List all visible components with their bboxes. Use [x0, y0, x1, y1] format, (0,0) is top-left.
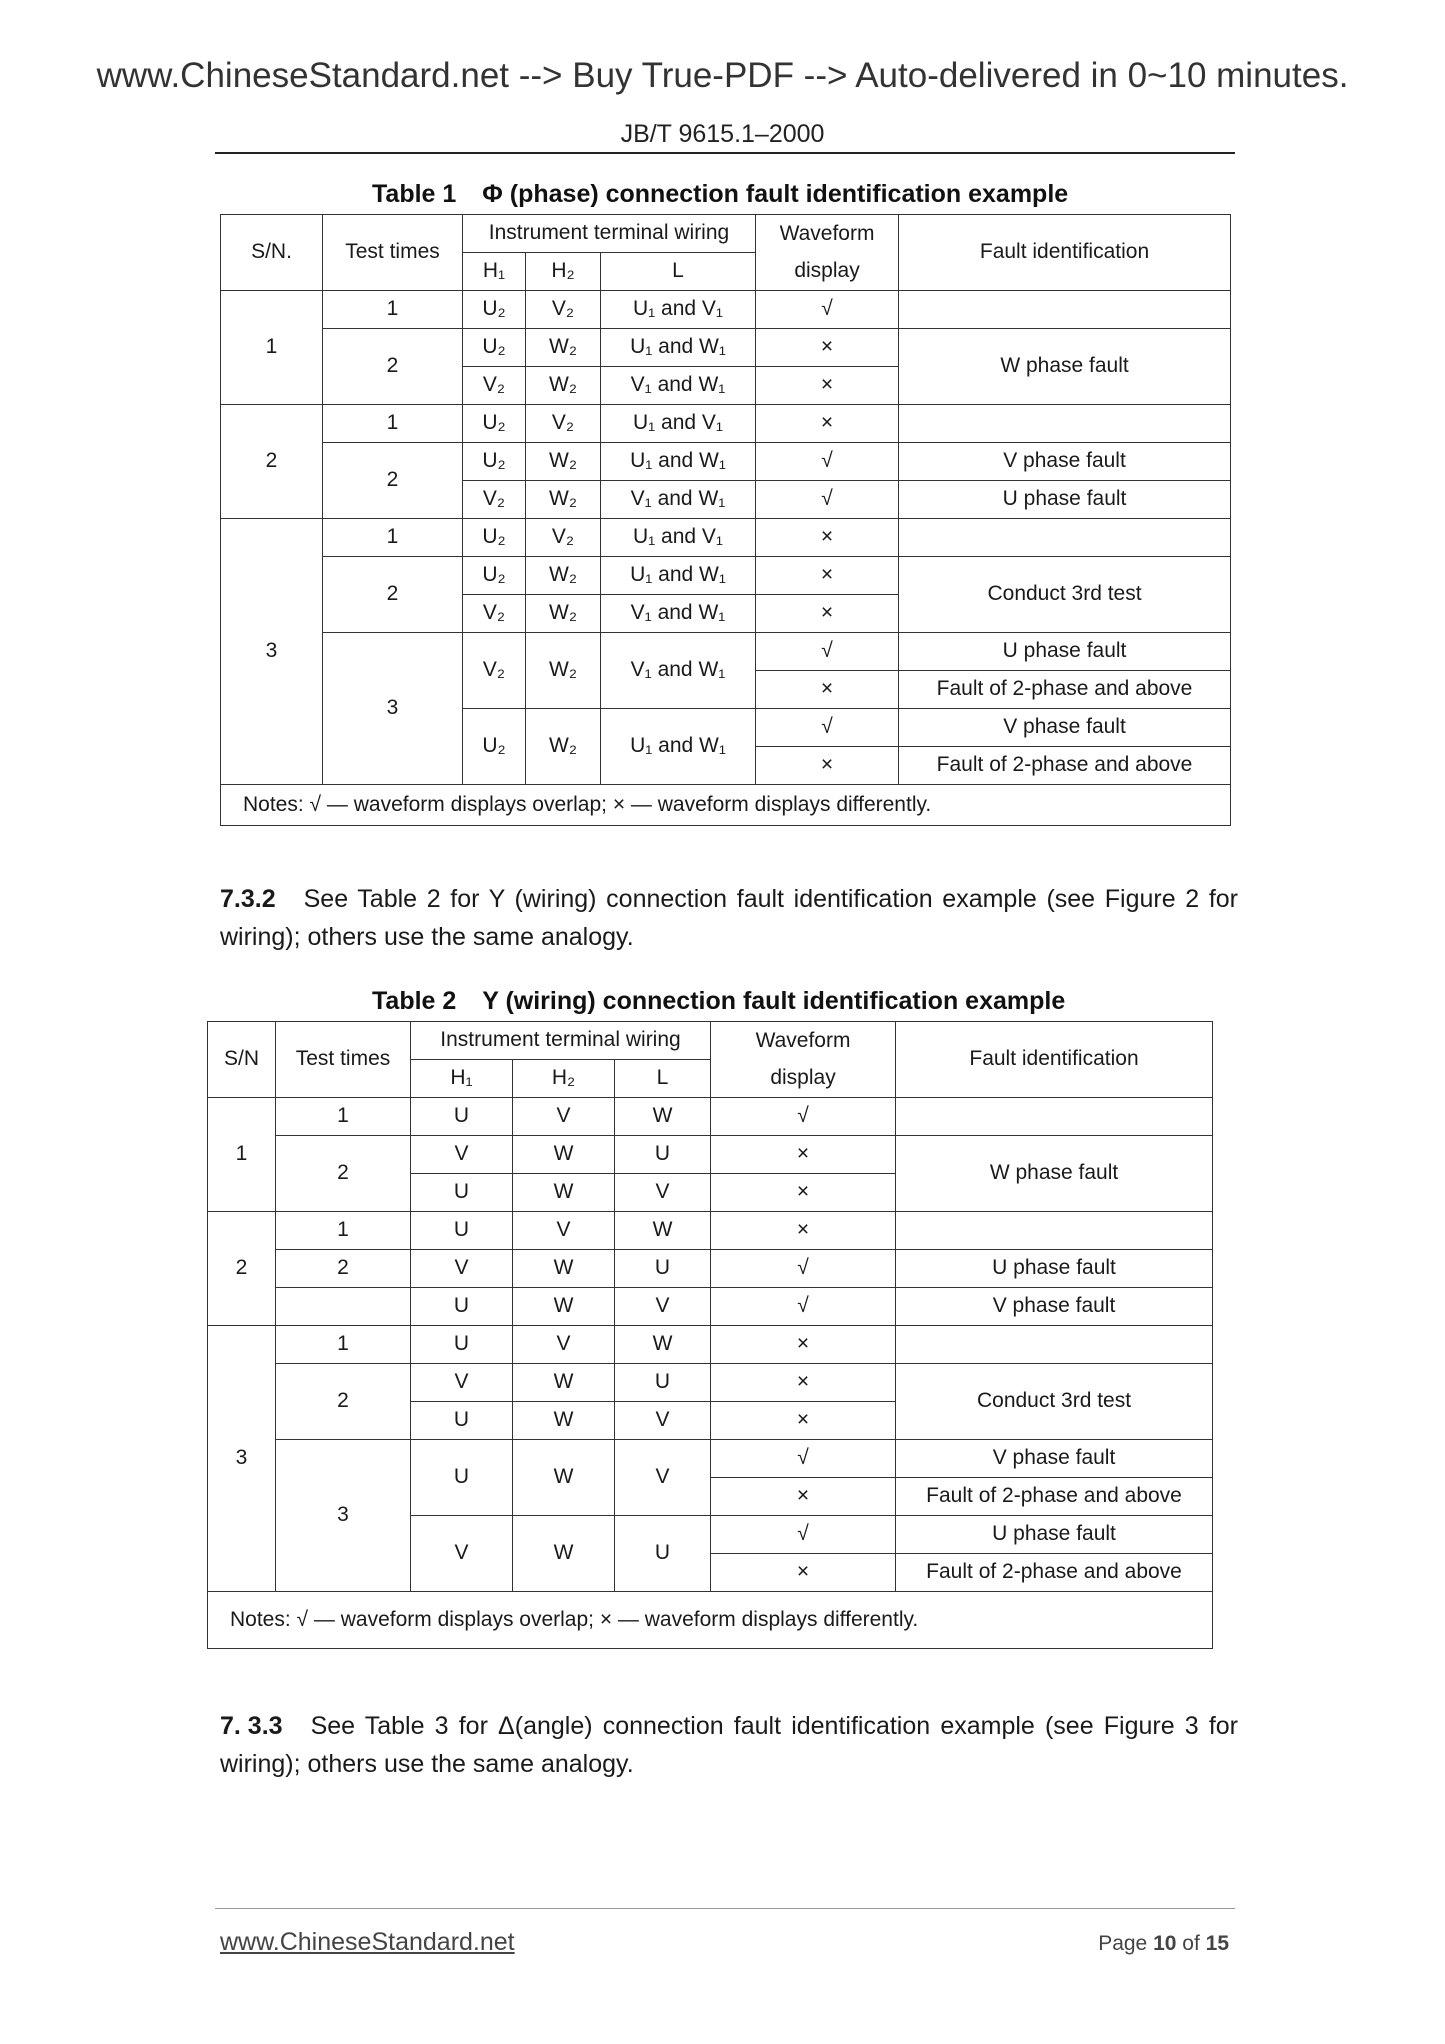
- table-row: [208, 1212, 1213, 1250]
- table1-wave: ×: [756, 405, 899, 443]
- table2-header-waveform: Waveform: [711, 1022, 896, 1060]
- table1-fault: Conduct 3rd test: [899, 557, 1231, 633]
- table1-header-h1: H₁: [463, 253, 526, 291]
- table2-caption: [372, 987, 1065, 1016]
- table2-wave: ×: [711, 1212, 896, 1250]
- table2-test-time: 1: [276, 1326, 411, 1364]
- table2-header-display: display: [711, 1060, 896, 1098]
- table2-wave: ×: [711, 1364, 896, 1402]
- table2-header-wiring: Instrument terminal wiring: [411, 1022, 711, 1060]
- section-number: 7.3.2: [220, 885, 276, 913]
- table1-fault: [899, 519, 1231, 557]
- table1-l: U₁ and V₁: [601, 291, 756, 329]
- table2-fault: Fault of 2-phase and above: [896, 1554, 1213, 1592]
- table2-header-l: L: [615, 1060, 711, 1098]
- table1-fault: [899, 291, 1231, 329]
- table2-l: V: [615, 1288, 711, 1326]
- table1-h2: W₂: [526, 557, 601, 595]
- table2-h1: U: [411, 1440, 513, 1516]
- table1-wave: √: [756, 633, 899, 671]
- table2-test-time: 1: [276, 1098, 411, 1136]
- page-prefix: Page: [1098, 1932, 1148, 1955]
- table1-header-wiring: Instrument terminal wiring: [463, 215, 756, 253]
- table2-h1: U: [411, 1174, 513, 1212]
- table2-sn: 3: [208, 1326, 276, 1592]
- table2: [207, 1021, 1213, 1649]
- page-current: 10: [1153, 1932, 1177, 1955]
- table2-header-fault: Fault identification: [896, 1022, 1213, 1098]
- table-row: [221, 291, 1231, 329]
- table1-l: U₁ and W₁: [601, 329, 756, 367]
- table1-header-waveform: Waveform: [756, 215, 899, 253]
- table2-l: U: [615, 1364, 711, 1402]
- table1-h1: V₂: [463, 595, 526, 633]
- table1-header-display: display: [756, 253, 899, 291]
- table1-wave: ×: [756, 367, 899, 405]
- table2-wave: √: [711, 1440, 896, 1478]
- table-row: [208, 1250, 1213, 1288]
- table-row: [221, 519, 1231, 557]
- table2-l: V: [615, 1402, 711, 1440]
- table2-wave: ×: [711, 1478, 896, 1516]
- table1-test-time: 1: [323, 291, 463, 329]
- table1-l: V₁ and W₁: [601, 367, 756, 405]
- table1-h1: V₂: [463, 481, 526, 519]
- table2-h1: V: [411, 1516, 513, 1592]
- table-row: [221, 557, 1231, 595]
- table1-h2: W₂: [526, 595, 601, 633]
- table2-test-time: 1: [276, 1212, 411, 1250]
- table1-fault: W phase fault: [899, 329, 1231, 405]
- table1-test-time: 1: [323, 405, 463, 443]
- table1-wave: √: [756, 291, 899, 329]
- table1-h1: U₂: [463, 291, 526, 329]
- table-row: [221, 329, 1231, 367]
- table1-fault: V phase fault: [899, 443, 1231, 481]
- table1-l: U₁ and W₁: [601, 709, 756, 785]
- table1-wave: ×: [756, 519, 899, 557]
- table1-wave: √: [756, 481, 899, 519]
- table2-h2: W: [513, 1516, 615, 1592]
- table2-header-h1: H₁: [411, 1060, 513, 1098]
- table2-wave: ×: [711, 1174, 896, 1212]
- table1-header-fault: Fault identification: [899, 215, 1231, 291]
- table1-h1: U₂: [463, 405, 526, 443]
- table2-notes: Notes: √ — waveform displays overlap; × — waveform displays differently.: [208, 1592, 1213, 1649]
- table1-h1: U₂: [463, 519, 526, 557]
- table2-l: V: [615, 1174, 711, 1212]
- table1: [220, 214, 1231, 826]
- table1-title: Φ (phase) connection fault identification example: [482, 180, 1069, 208]
- table1-h2: W₂: [526, 329, 601, 367]
- paragraph-text: See Table 2 for Y (wiring) connection fault identification example (see Figure 2 for wiring); others use the same analogy.: [220, 885, 1238, 951]
- table-row: [208, 1326, 1213, 1364]
- table1-fault: Fault of 2-phase and above: [899, 671, 1231, 709]
- table2-sn: 2: [208, 1212, 276, 1326]
- table2-header-h2: H₂: [513, 1060, 615, 1098]
- table2-fault: Conduct 3rd test: [896, 1364, 1213, 1440]
- table-row: [208, 1440, 1213, 1478]
- table2-l: V: [615, 1440, 711, 1516]
- table2-fault: Fault of 2-phase and above: [896, 1478, 1213, 1516]
- table1-h1: V₂: [463, 367, 526, 405]
- table2-wave: ×: [711, 1136, 896, 1174]
- table1-test-time: 2: [323, 557, 463, 633]
- table1-header-test-times: Test times: [323, 215, 463, 291]
- paragraph-text: See Table 3 for Δ(angle) connection fault identification example (see Figure 3 for wiring); others use the same analogy.: [220, 1712, 1238, 1778]
- table2-header-sn: S/N: [208, 1022, 276, 1098]
- table2-sn: 1: [208, 1098, 276, 1212]
- table-row: [221, 405, 1231, 443]
- section-number: 7. 3.3: [220, 1712, 283, 1740]
- table1-wave: ×: [756, 671, 899, 709]
- table1-h1: U₂: [463, 709, 526, 785]
- table1-l: U₁ and W₁: [601, 443, 756, 481]
- table1-test-time: 2: [323, 329, 463, 405]
- table2-h2: V: [513, 1098, 615, 1136]
- header-divider: [215, 152, 1235, 154]
- table1-test-time: 2: [323, 443, 463, 519]
- table1-test-time: 3: [323, 633, 463, 785]
- table2-title: Y (wiring) connection fault identification example: [482, 987, 1066, 1015]
- footer-site-link[interactable]: www.ChineseStandard.net: [220, 1928, 515, 1956]
- table-row: [208, 1364, 1213, 1402]
- table1-l: U₁ and V₁: [601, 405, 756, 443]
- table2-wave: ×: [711, 1326, 896, 1364]
- paragraph-7-3-3: [220, 1707, 1238, 1783]
- table2-fault: W phase fault: [896, 1136, 1213, 1212]
- table2-fault: U phase fault: [896, 1250, 1213, 1288]
- table1-wave: ×: [756, 557, 899, 595]
- table2-h1: V: [411, 1364, 513, 1402]
- table2-wave: √: [711, 1250, 896, 1288]
- table2-wave: ×: [711, 1554, 896, 1592]
- table2-h1: U: [411, 1326, 513, 1364]
- page-total: 15: [1205, 1932, 1229, 1955]
- table1-l: U₁ and W₁: [601, 557, 756, 595]
- table2-l: U: [615, 1516, 711, 1592]
- table2-wave: ×: [711, 1402, 896, 1440]
- table1-wave: √: [756, 709, 899, 747]
- table2-h2: W: [513, 1250, 615, 1288]
- table2-test-time: 2: [276, 1136, 411, 1212]
- table2-label: Table 2: [372, 987, 457, 1015]
- footer-divider: [215, 1908, 1235, 1909]
- table1-h1: V₂: [463, 633, 526, 709]
- table1-header-h2: H₂: [526, 253, 601, 291]
- table2-h2: W: [513, 1402, 615, 1440]
- table2-h2: W: [513, 1440, 615, 1516]
- table-row: [208, 1288, 1213, 1326]
- table1-h2: W₂: [526, 367, 601, 405]
- table1-fault: Fault of 2-phase and above: [899, 747, 1231, 785]
- table2-test-time: [276, 1288, 411, 1326]
- table1-h2: W₂: [526, 709, 601, 785]
- table2-header-test-times: Test times: [276, 1022, 411, 1098]
- table2-l: U: [615, 1250, 711, 1288]
- table-row: [221, 633, 1231, 671]
- page-of: of: [1182, 1932, 1200, 1955]
- table1-caption: [372, 180, 1068, 209]
- table2-h2: V: [513, 1212, 615, 1250]
- site-banner: www.ChineseStandard.net --> Buy True-PDF --> Auto-delivered in 0~10 minutes.: [96, 56, 1349, 95]
- table1-wave: ×: [756, 329, 899, 367]
- table1-h1: U₂: [463, 329, 526, 367]
- page-indicator: [1098, 1932, 1229, 1956]
- table2-h1: U: [411, 1288, 513, 1326]
- table2-h1: V: [411, 1250, 513, 1288]
- table1-h2: W₂: [526, 481, 601, 519]
- table1-fault: U phase fault: [899, 633, 1231, 671]
- table2-h1: U: [411, 1402, 513, 1440]
- table1-l: U₁ and V₁: [601, 519, 756, 557]
- table1-sn: 3: [221, 519, 323, 785]
- table2-fault: [896, 1098, 1213, 1136]
- table-row: [221, 443, 1231, 481]
- table-row: [208, 1136, 1213, 1174]
- document-id: JB/T 9615.1–2000: [620, 120, 825, 148]
- table1-label: Table 1: [372, 180, 457, 208]
- table1-header-sn: S/N.: [221, 215, 323, 291]
- table1-h2: V₂: [526, 405, 601, 443]
- table-row: [208, 1098, 1213, 1136]
- table2-fault: [896, 1212, 1213, 1250]
- table2-fault: U phase fault: [896, 1516, 1213, 1554]
- table1-h2: V₂: [526, 291, 601, 329]
- table2-l: W: [615, 1098, 711, 1136]
- table2-l: W: [615, 1212, 711, 1250]
- table2-fault: V phase fault: [896, 1440, 1213, 1478]
- table2-fault: [896, 1326, 1213, 1364]
- table2-h2: V: [513, 1326, 615, 1364]
- table1-wave: ×: [756, 747, 899, 785]
- table1-fault: V phase fault: [899, 709, 1231, 747]
- table2-wave: √: [711, 1288, 896, 1326]
- table2-h2: W: [513, 1364, 615, 1402]
- table2-test-time: 2: [276, 1250, 411, 1288]
- table2-test-time: 2: [276, 1364, 411, 1440]
- table1-l: V₁ and W₁: [601, 595, 756, 633]
- table2-l: U: [615, 1136, 711, 1174]
- table2-h1: U: [411, 1212, 513, 1250]
- table1-h1: U₂: [463, 443, 526, 481]
- table1-wave: √: [756, 443, 899, 481]
- table1-h2: W₂: [526, 633, 601, 709]
- table1-sn: 1: [221, 291, 323, 405]
- table2-h2: W: [513, 1288, 615, 1326]
- table2-h2: W: [513, 1136, 615, 1174]
- table1-sn: 2: [221, 405, 323, 519]
- table1-fault: U phase fault: [899, 481, 1231, 519]
- table1-h1: U₂: [463, 557, 526, 595]
- table2-wave: √: [711, 1098, 896, 1136]
- table2-wave: √: [711, 1516, 896, 1554]
- table1-test-time: 1: [323, 519, 463, 557]
- table2-test-time: 3: [276, 1440, 411, 1592]
- table2-h2: W: [513, 1174, 615, 1212]
- table1-fault: [899, 405, 1231, 443]
- table1-notes: Notes: √ — waveform displays overlap; × — waveform displays differently.: [221, 785, 1231, 826]
- table1-h2: W₂: [526, 443, 601, 481]
- table2-h1: V: [411, 1136, 513, 1174]
- table2-h1: U: [411, 1098, 513, 1136]
- table1-l: V₁ and W₁: [601, 481, 756, 519]
- table1-wave: ×: [756, 595, 899, 633]
- table1-header-l: L: [601, 253, 756, 291]
- paragraph-7-3-2: [220, 880, 1238, 956]
- table1-h2: V₂: [526, 519, 601, 557]
- table1-l: V₁ and W₁: [601, 633, 756, 709]
- table2-fault: V phase fault: [896, 1288, 1213, 1326]
- table2-l: W: [615, 1326, 711, 1364]
